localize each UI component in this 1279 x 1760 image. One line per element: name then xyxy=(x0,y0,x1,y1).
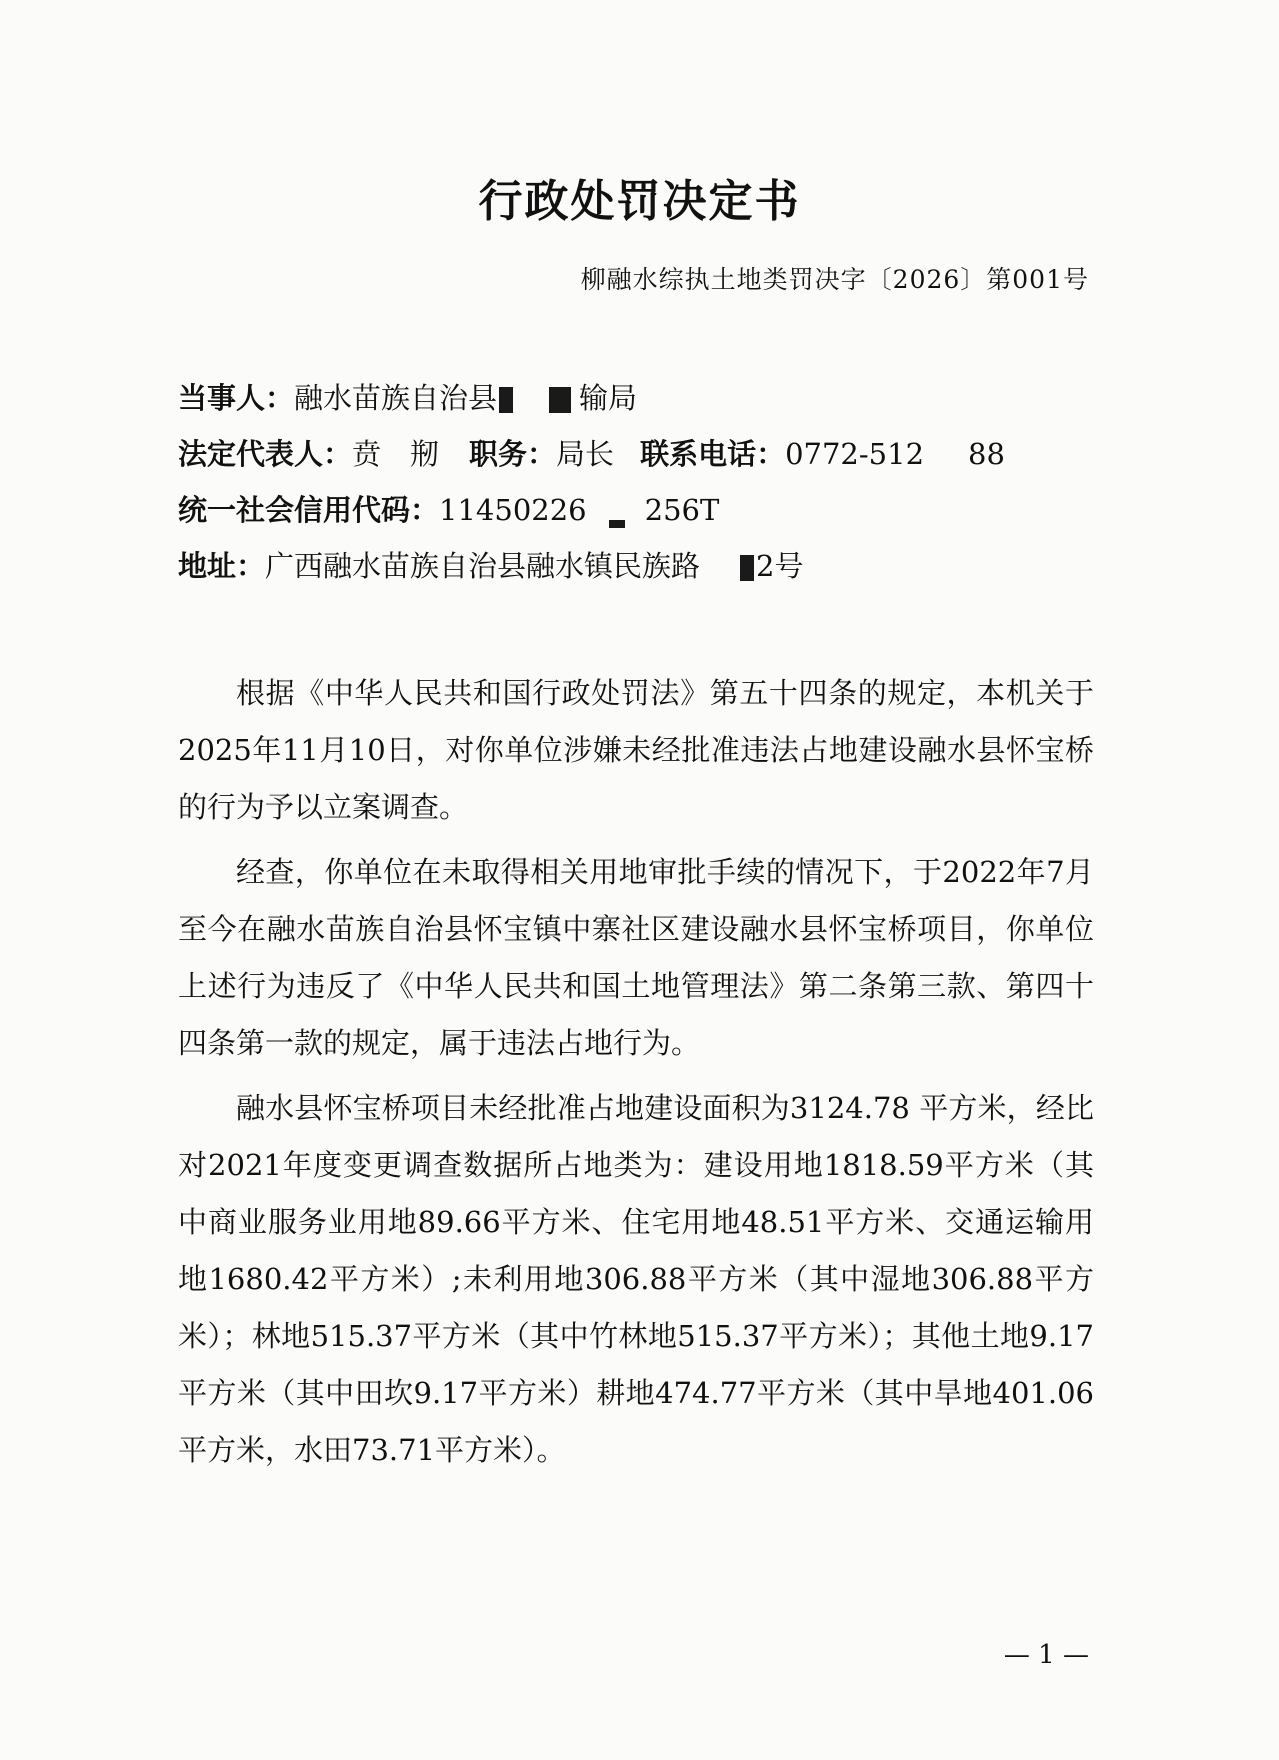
paragraph-land-area: 融水县怀宝桥项目未经批准占地建设面积为3124.78 平方米，经比对2021年度变更调查数据所占地类为：建设用地1818.59平方米（其中商业服务业用地89.66平方米、住宅用地48.51平方米、交通运输用地1680.42平方米）;未利用地306.88平方米（其中湿地306.88平方米）；林地515.37平方米（其中竹林地515.37平方米）；其他土地9.17平方米（其中田坎9.17平方米）耕地474.77平方米（其中旱地401.06平方米，水田73.71平方米）。 xyxy=(178,1091,1094,1467)
party-name-part1: 融水苗族自治县 xyxy=(294,381,498,415)
credit-code-line xyxy=(178,482,1098,538)
address-part1: 广西融水苗族自治县融水镇民族路 xyxy=(265,549,701,583)
redaction-block xyxy=(740,555,754,581)
rep-name: 贲 剏 xyxy=(352,437,440,471)
party-name-label: 当事人： xyxy=(178,381,295,415)
redaction-block xyxy=(549,387,571,413)
paragraph-findings: 经查，你单位在未取得相关用地审批手续的情况下，于2022年7月至今在融水苗族自治县怀宝镇中寨社区建设融水县怀宝桥项目，你单位上述行为违反了《中华人民共和国土地管理法》第二条第三款、第四十四条第一款的规定，属于违法占地行为。 xyxy=(178,855,1094,1060)
party-info xyxy=(178,370,1098,594)
address-line xyxy=(178,538,1098,594)
address-label: 地址： xyxy=(178,549,266,583)
position-label: 职务： xyxy=(469,437,557,471)
credit-code-part2: 256T xyxy=(644,493,720,527)
paragraph-filing: 根据《中华人民共和国行政处罚法》第五十四条的规定，本机关于2025年11月10日，对你单位涉嫌未经批准违法占地建设融水县怀宝桥的行为予以立案调查。 xyxy=(178,676,1094,824)
phone-label: 联系电话： xyxy=(640,437,786,471)
party-name-part2: 输局 xyxy=(579,381,638,415)
representative-line xyxy=(178,426,1098,482)
redaction-block xyxy=(609,520,625,528)
document-title: 行政处罚决定书 xyxy=(478,176,801,227)
document-number: 柳融水综执土地类罚决字〔2026〕第001号 xyxy=(580,265,1089,294)
credit-code-label: 统一社会信用代码： xyxy=(178,493,440,527)
rep-label: 法定代表人： xyxy=(178,437,353,471)
party-name-line xyxy=(178,370,1098,426)
phone-part2: 88 xyxy=(968,437,1005,471)
position-value: 局长 xyxy=(556,437,615,471)
redaction-block xyxy=(499,387,513,413)
credit-code-part1: 11450226 xyxy=(439,493,587,527)
phone-part1: 0772-512 xyxy=(785,437,925,471)
document-body xyxy=(178,665,1094,1487)
address-part2: 2号 xyxy=(756,549,804,583)
page-number: — 1 — xyxy=(1003,1640,1089,1670)
